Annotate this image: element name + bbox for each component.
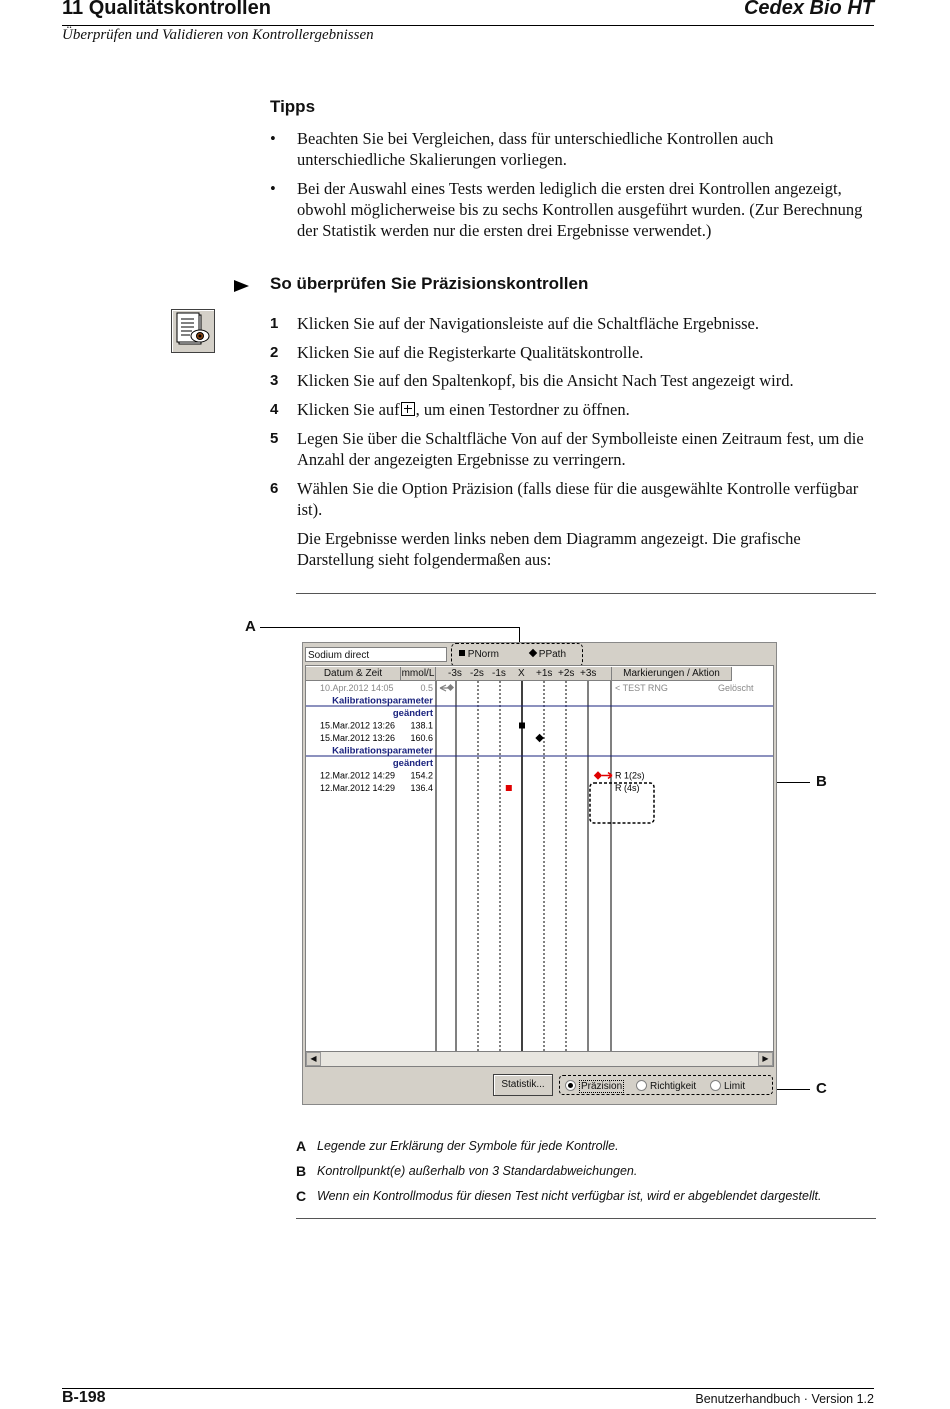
calibration-note: geändert <box>392 708 433 719</box>
sd-label: -2s <box>470 668 484 679</box>
step-number: 2 <box>270 344 279 361</box>
sd-label: +1s <box>536 668 553 679</box>
qc-grid <box>305 665 774 1067</box>
caption-text: Wenn ein Kontrollmodus für diesen Test nicht verfügbar ist, wird er abgeblendet dargestellt. <box>317 1189 822 1203</box>
radio-on-icon <box>565 1080 576 1091</box>
scroll-right-icon[interactable]: ▶ <box>758 1052 773 1066</box>
step-item <box>270 370 876 391</box>
tips-heading: Tipps <box>270 97 316 116</box>
sd-label: +3s <box>580 668 597 679</box>
square-marker <box>519 723 525 729</box>
row-mark: < TEST RNG <box>615 683 668 693</box>
radio-accuracy[interactable] <box>636 1080 696 1092</box>
callout-c: C <box>816 1080 827 1097</box>
step-text: Klicken Sie auf den Spaltenkopf, bis die Ansicht Nach Test angezeigt wird. <box>297 371 794 390</box>
radio-label: Limit <box>724 1081 746 1092</box>
scroll-left-icon[interactable]: ◀ <box>306 1052 321 1066</box>
sd-label: +2s <box>558 668 575 679</box>
legend-label: PPath <box>538 649 567 660</box>
step-text <box>297 399 877 420</box>
procedure-arrow-icon <box>234 280 249 292</box>
symbol-legend <box>451 643 583 667</box>
step-text-after: , um einen Testordner zu öffnen. <box>415 400 630 419</box>
step-number: 1 <box>270 315 279 332</box>
step-item <box>270 313 876 334</box>
step-item <box>270 478 876 520</box>
legend-item <box>459 644 499 666</box>
step-text: Klicken Sie auf der Navigationsleiste auf die Schaltfläche Ergebnisse. <box>297 314 759 333</box>
tip-text: Beachten Sie bei Vergleichen, dass für unterschiedliche Kontrollen auch unterschiedliche Skalierungen vorliegen. <box>297 129 774 169</box>
radio-precision[interactable] <box>565 1080 624 1092</box>
step-text-before: Klicken Sie auf <box>297 400 400 419</box>
tip-item <box>270 178 876 241</box>
legend-item <box>530 644 566 666</box>
diamond-icon <box>529 649 537 657</box>
result-text: Die Ergebnisse werden links neben dem Diagramm angezeigt. Die grafische Darstellung sieht folgendermaßen aus: <box>297 529 801 569</box>
calibration-note: Kalibrationsparameter <box>332 745 433 757</box>
callout-c-line <box>773 1089 810 1090</box>
qc-window <box>302 642 777 1105</box>
qc-chart <box>306 681 773 1067</box>
sd-label: X <box>518 668 525 679</box>
step-item <box>270 428 876 470</box>
row-mark: R 1(2s) <box>615 770 645 781</box>
statistics-button[interactable]: Statistik... <box>493 1074 553 1096</box>
expand-plus-icon <box>401 402 415 416</box>
caption-key: A <box>296 1138 307 1154</box>
column-header-marks[interactable]: Markierungen / Aktion <box>612 667 732 681</box>
step-item <box>270 399 876 420</box>
row-date: 12.Mar.2012 14:29 <box>320 770 396 781</box>
callout-a-line <box>519 627 520 643</box>
row-value: 160.6 <box>410 733 433 743</box>
product-name: Cedex Bio HT <box>743 0 874 19</box>
sd-label: -1s <box>492 668 506 679</box>
row-value: 0.5 <box>420 683 433 693</box>
step-number: 4 <box>270 401 279 418</box>
figure-bottom-rule <box>296 1218 876 1219</box>
results-report-icon <box>171 309 215 353</box>
figure-top-rule <box>296 593 876 594</box>
square-icon <box>459 650 465 656</box>
row-mark: R (4s) <box>615 783 640 793</box>
square-marker <box>506 785 512 791</box>
callout-b: B <box>816 773 827 790</box>
bullet-icon: • <box>270 179 276 198</box>
calibration-note: geändert <box>392 758 433 769</box>
step-number: 5 <box>270 430 279 447</box>
radio-label: Präzision <box>581 1081 623 1092</box>
footer-rule <box>62 1388 874 1389</box>
column-header-chart[interactable] <box>436 667 612 681</box>
row-value: 154.2 <box>410 770 433 781</box>
page-number: B-198 <box>62 1389 106 1406</box>
callout-a-line <box>260 627 519 628</box>
tip-text: Bei der Auswahl eines Tests werden lediglich die ersten drei Kontrollen angezeigt, obwohl möglicherweise bis zu sechs Kontrollen ausgeführt wurden. (Zur Berechnung der Statistik werden nur die ersten drei Ergebnisse verwendet.) <box>297 179 863 240</box>
section-subtitle: Überprüfen und Validieren von Kontrollergebnissen <box>62 27 374 43</box>
calibration-note: Kalibrationsparameter <box>332 695 433 707</box>
callout-a: A <box>245 618 256 635</box>
procedure-heading: So überprüfen Sie Präzisionskontrollen <box>270 274 589 293</box>
result-paragraph <box>270 528 876 570</box>
caption-key: B <box>296 1163 307 1179</box>
tip-item <box>270 128 876 170</box>
mode-radio-group <box>559 1075 773 1095</box>
caption-text: Kontrollpunkt(e) außerhalb von 3 Standardabweichungen. <box>317 1164 638 1178</box>
radio-label: Richtigkeit <box>650 1081 697 1092</box>
step-text: Legen Sie über die Schaltfläche Von auf der Symbolleiste einen Zeitraum fest, um die Anzahl der angezeigten Ergebnisse zu verringern. <box>297 429 864 469</box>
row-date: 15.Mar.2012 13:26 <box>320 733 396 743</box>
sd-label: -3s <box>448 668 462 679</box>
caption-key: C <box>296 1188 307 1204</box>
row-date: 15.Mar.2012 13:26 <box>320 720 396 731</box>
test-name-field: Sodium direct <box>305 647 447 662</box>
horizontal-scrollbar[interactable] <box>305 1051 774 1067</box>
row-date: 10.Apr.2012 14:05 <box>320 683 394 693</box>
legend-label: PNorm <box>467 649 499 660</box>
step-item <box>270 342 876 363</box>
column-header-unit[interactable]: mmol/L <box>401 668 435 679</box>
row-date: 12.Mar.2012 14:29 <box>320 783 396 793</box>
row-action: Gelöscht <box>718 683 754 693</box>
bullet-icon: • <box>270 129 276 148</box>
step-text: Wählen Sie die Option Präzision (falls diese für die ausgewählte Kontrolle verfügbar ist). <box>297 479 859 519</box>
step-number: 3 <box>270 372 279 389</box>
radio-limit[interactable] <box>710 1080 745 1092</box>
row-value: 136.4 <box>410 783 433 793</box>
radio-off-icon <box>710 1080 721 1091</box>
step-text: Klicken Sie auf die Registerkarte Qualitätskontrolle. <box>297 343 644 362</box>
diamond-marker <box>535 734 543 742</box>
caption-text: Legende zur Erklärung der Symbole für jede Kontrolle. <box>317 1139 619 1153</box>
radio-off-icon <box>636 1080 647 1091</box>
chapter-title: 11 Qualitätskontrollen <box>62 0 271 19</box>
column-header-date[interactable]: Datum & Zeit <box>306 667 401 681</box>
row-value: 138.1 <box>410 720 433 731</box>
document-version: Benutzerhandbuch · Version 1.2 <box>695 1392 874 1406</box>
step-number: 6 <box>270 480 279 497</box>
diamond-marker <box>447 684 454 691</box>
header-rule <box>62 25 874 26</box>
diamond-marker <box>594 771 602 779</box>
